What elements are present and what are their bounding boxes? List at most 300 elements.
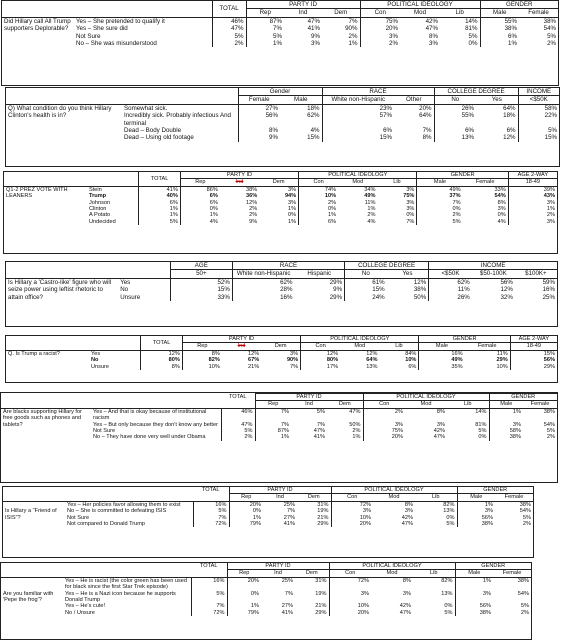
cell-value: 3% bbox=[362, 508, 371, 515]
cell-value: 0% bbox=[252, 508, 261, 515]
cell-value: 22% bbox=[544, 112, 558, 120]
col-male: Male bbox=[433, 179, 447, 186]
cell-value: 38% bbox=[517, 577, 529, 584]
cell-value: 8% bbox=[394, 134, 434, 141]
col-con: Con bbox=[379, 401, 390, 408]
cell-value: 10% bbox=[357, 603, 369, 610]
col-dem: Dem bbox=[297, 494, 331, 501]
cell-value: 72% bbox=[357, 577, 369, 584]
cell-value: 15% bbox=[280, 134, 322, 141]
row-label: Yes – She pretended to qualify it bbox=[74, 17, 212, 25]
col-rep: Rep bbox=[195, 179, 206, 186]
cell-value: 18% bbox=[476, 112, 518, 127]
party-id-header: PARTY ID bbox=[180, 172, 298, 179]
cell-value: 82% bbox=[208, 357, 220, 364]
cell-value: 42% bbox=[425, 17, 438, 25]
cell-value: 3% bbox=[311, 40, 320, 48]
cell-value: 3% bbox=[259, 186, 298, 193]
cell-value: 41% bbox=[139, 186, 181, 193]
col-lib: Lib bbox=[377, 179, 416, 186]
cell-value: 12% bbox=[141, 350, 183, 357]
cell-value: 54% bbox=[543, 25, 557, 33]
col-ind: Ind bbox=[276, 494, 284, 501]
cell-value: 12% bbox=[500, 286, 513, 294]
cell-value: 94% bbox=[259, 193, 298, 199]
col-male: Male bbox=[470, 494, 483, 501]
col-female: Female bbox=[465, 343, 511, 350]
cell-value: 5% bbox=[522, 514, 531, 521]
cell-value: 5% bbox=[440, 33, 480, 40]
row-label: Johnson bbox=[87, 200, 139, 206]
col-ind: Ind bbox=[235, 179, 244, 186]
cell-value: 0% bbox=[440, 40, 480, 47]
cell-value: 2% bbox=[327, 199, 337, 206]
cell-value: 25% bbox=[283, 501, 295, 508]
cell-value: 75% bbox=[385, 17, 398, 25]
cell-value: 1% bbox=[259, 206, 298, 212]
cell-value: 8% bbox=[269, 127, 278, 135]
cell-value: 16% bbox=[451, 350, 463, 357]
gender-header: GENDER bbox=[457, 487, 533, 494]
col-female: Female bbox=[528, 9, 549, 17]
cell-value: 49% bbox=[449, 186, 461, 193]
cell-value: 16% bbox=[193, 501, 229, 508]
question-text: Is Hillary a "Friend of ISIS"? bbox=[5, 508, 57, 521]
cell-value: 0% bbox=[447, 434, 489, 440]
cell-value: 81% bbox=[440, 25, 480, 32]
col-female: Female bbox=[463, 179, 509, 186]
cell-value: 47% bbox=[401, 521, 413, 528]
cell-value: 0% bbox=[463, 212, 509, 218]
row-label: Unsure bbox=[118, 294, 170, 301]
cell-value: 27% bbox=[283, 514, 295, 521]
cell-value: 13% bbox=[415, 508, 457, 514]
row-label: No – She is committed to defeating ISIS bbox=[65, 508, 193, 514]
cell-value: 2% bbox=[522, 521, 531, 528]
racist-table bbox=[5, 335, 558, 383]
party-id-header: PARTY ID bbox=[182, 336, 300, 343]
cell-value: 38% bbox=[479, 609, 491, 616]
question-text: Q. Is Trump a racist? bbox=[8, 350, 60, 357]
cell-value: 10% bbox=[208, 363, 220, 370]
col-ind: Ind bbox=[305, 401, 313, 408]
cell-value: 16% bbox=[542, 286, 555, 294]
cell-value: 0% bbox=[415, 515, 457, 521]
cell-value: 26% bbox=[457, 293, 470, 301]
race-header: RACE bbox=[232, 262, 344, 270]
cell-value: 43% bbox=[543, 193, 555, 200]
cell-value: 62% bbox=[280, 278, 293, 286]
col-50-100k: $50-100K bbox=[479, 270, 507, 278]
cell-value: 90% bbox=[322, 25, 360, 32]
cell-value: 6% bbox=[209, 199, 218, 206]
cell-value: 3% bbox=[389, 32, 398, 40]
gender-header: GENDER bbox=[417, 172, 508, 179]
cell-value: 56% bbox=[265, 112, 278, 120]
cell-value: 7% bbox=[191, 603, 227, 609]
cell-value: 3% bbox=[404, 508, 413, 515]
col-lt50k: <$50K bbox=[441, 270, 460, 278]
total-header: TOTAL bbox=[139, 172, 181, 186]
col-male: Male bbox=[493, 9, 507, 17]
cell-value: 14% bbox=[447, 408, 489, 421]
cell-value: 79% bbox=[249, 521, 261, 528]
cell-value: 36% bbox=[246, 193, 258, 200]
cell-value: 1% bbox=[273, 40, 282, 48]
cell-value: 3% bbox=[377, 200, 416, 206]
cell-value: 24% bbox=[372, 293, 385, 301]
cell-value: 20% bbox=[391, 434, 403, 441]
cell-value: 0% bbox=[259, 212, 298, 218]
col-rep: Rep bbox=[255, 401, 291, 408]
cell-value: 54% bbox=[463, 193, 509, 199]
cell-value: 87% bbox=[269, 17, 282, 25]
cell-value: 27% bbox=[265, 104, 278, 112]
cell-value: 2% bbox=[212, 40, 246, 47]
col-con: Con bbox=[313, 179, 324, 186]
row-label: Trump bbox=[87, 193, 139, 199]
cell-value: 41% bbox=[313, 434, 325, 441]
question-text: Are you familiar with 'Pepe the frog'? bbox=[3, 590, 54, 604]
total-header: TOTAL bbox=[212, 1, 246, 17]
cell-value: 3% bbox=[377, 186, 416, 193]
gender-header: GENDER bbox=[455, 563, 531, 570]
cell-value: 47% bbox=[327, 408, 363, 421]
col-rep: Rep bbox=[259, 9, 271, 17]
cell-value: 3% bbox=[259, 200, 298, 206]
cell-value: 29% bbox=[294, 278, 344, 286]
cell-value: 32% bbox=[500, 293, 513, 301]
col-male: Male bbox=[435, 343, 449, 350]
cell-value: 2% bbox=[452, 212, 461, 219]
col-18-49: 18-49 bbox=[525, 179, 540, 186]
cell-value: 3% bbox=[546, 218, 555, 225]
cell-value: 23% bbox=[379, 104, 393, 112]
cell-value: 25% bbox=[281, 577, 293, 584]
castro-grid bbox=[6, 262, 557, 301]
cell-value: 1% bbox=[327, 434, 363, 440]
col-dem: Dem bbox=[327, 401, 363, 408]
cell-value: 3% bbox=[429, 40, 438, 48]
income-header: INCOME bbox=[518, 88, 559, 96]
ideology-header: POLITICAL IDEOLOGY bbox=[331, 487, 457, 494]
income-header: INCOME bbox=[429, 262, 557, 270]
cell-value: 1% bbox=[280, 434, 289, 441]
row-label: Yes – She sure did bbox=[74, 25, 212, 32]
cell-value: 8% bbox=[404, 501, 413, 508]
cell-value: 6% bbox=[508, 32, 517, 40]
cell-value: 7% bbox=[316, 421, 325, 428]
cell-value: 86% bbox=[206, 186, 218, 193]
ideology-header: POLITICAL IDEOLOGY bbox=[360, 1, 480, 9]
cell-value: 47% bbox=[212, 25, 246, 32]
cell-value: 20% bbox=[385, 25, 398, 33]
cell-value: 90% bbox=[261, 357, 300, 363]
ideology-header: POLITICAL IDEOLOGY bbox=[329, 563, 455, 570]
row-label: Yes – Her policies favor allowing them to exist bbox=[65, 501, 193, 508]
deplorable-grid bbox=[2, 1, 558, 47]
party-id-header: PARTY ID bbox=[227, 563, 329, 570]
cell-value: 21% bbox=[295, 603, 329, 609]
cell-value: 3% bbox=[484, 508, 493, 515]
total-header: TOTAL bbox=[141, 336, 183, 350]
party-id-header: PARTY ID bbox=[229, 487, 331, 494]
ideology-header: POLITICAL IDEOLOGY bbox=[301, 336, 419, 343]
cell-value: 12% bbox=[246, 199, 258, 206]
cell-value: 7% bbox=[452, 199, 461, 206]
col-mod: Mod bbox=[420, 401, 432, 408]
cell-value: 6% bbox=[139, 200, 181, 206]
cell-value: 20% bbox=[394, 104, 434, 112]
cell-value: 28% bbox=[280, 286, 293, 294]
cell-value: 1% bbox=[512, 408, 521, 415]
cell-value: 47% bbox=[221, 422, 255, 428]
col-white: White non-Hispanic bbox=[331, 96, 386, 104]
col-ind: Ind bbox=[237, 343, 246, 350]
cell-value: 6% bbox=[379, 364, 418, 370]
college-header: COLLEGE DEGREE bbox=[345, 262, 429, 270]
col-18-49: 18-49 bbox=[526, 343, 542, 350]
cell-value: 6% bbox=[327, 218, 337, 225]
cell-value: 80% bbox=[326, 357, 339, 364]
cell-value: 82% bbox=[413, 577, 455, 590]
cell-value: 3% bbox=[546, 199, 555, 206]
cell-value: 3% bbox=[261, 350, 300, 357]
col-male: Male bbox=[280, 96, 322, 104]
cell-value: 8% bbox=[463, 200, 509, 206]
row-label: Yes – He is a Nazi icon because he supports Donald Trump bbox=[63, 591, 191, 604]
cell-value: 26% bbox=[461, 104, 475, 112]
cell-value: 34% bbox=[364, 186, 376, 193]
col-mod: Mod bbox=[386, 570, 398, 577]
cell-value: 42% bbox=[399, 603, 411, 610]
cell-value: 82% bbox=[415, 501, 457, 508]
cell-value: 2% bbox=[221, 434, 255, 440]
col-con: Con bbox=[345, 570, 356, 577]
cell-value: 55% bbox=[461, 112, 475, 120]
cell-value: 0% bbox=[377, 212, 416, 218]
cell-value: 57% bbox=[379, 112, 393, 120]
cell-value: 42% bbox=[433, 428, 445, 435]
gender-header: GENDER bbox=[489, 394, 557, 401]
row-label: No bbox=[89, 357, 141, 363]
cell-value: 5% bbox=[415, 521, 457, 527]
cell-value: 5% bbox=[273, 32, 282, 40]
cell-value: 15% bbox=[543, 350, 555, 357]
cell-value: 1% bbox=[209, 212, 218, 219]
cell-value: 5% bbox=[221, 428, 255, 434]
cell-value: 58% bbox=[544, 104, 558, 112]
row-label: No – She was misunderstood bbox=[74, 40, 212, 47]
cell-value: 16% bbox=[191, 577, 227, 590]
row-label: Yes – He is racist (the color green has been used for black since the first Star Trek episode) bbox=[63, 577, 191, 590]
castro-table bbox=[5, 261, 558, 327]
cell-value: 56% bbox=[481, 514, 493, 521]
cell-value: 6% bbox=[465, 127, 475, 135]
cell-value: 29% bbox=[543, 363, 555, 370]
cell-value: 2% bbox=[546, 212, 555, 219]
cell-value: 19% bbox=[295, 591, 329, 604]
age-header: AGE 2-WAY bbox=[510, 336, 557, 343]
cell-value: 3% bbox=[402, 590, 411, 597]
cell-value: 15% bbox=[379, 134, 393, 142]
blacks-goods-grid bbox=[1, 393, 557, 441]
cell-value: 5% bbox=[520, 603, 529, 610]
cell-value: 3% bbox=[482, 590, 491, 597]
cell-value: 2% bbox=[249, 206, 258, 213]
cell-value: 74% bbox=[324, 186, 337, 193]
row-label: Clinton bbox=[87, 206, 139, 212]
cell-value: 7% bbox=[394, 127, 434, 134]
cell-value: 41% bbox=[283, 521, 295, 528]
cell-value: 42% bbox=[401, 514, 413, 521]
row-label: No – They have done very well under Obama bbox=[91, 434, 221, 440]
cell-value: 75% bbox=[377, 193, 416, 199]
cell-value: 1% bbox=[482, 577, 491, 584]
cell-value: 11% bbox=[364, 199, 376, 206]
cell-value: 29% bbox=[465, 357, 511, 363]
cell-value: 5% bbox=[546, 428, 555, 435]
row-label: Yes bbox=[89, 350, 141, 357]
cell-value: 15% bbox=[544, 134, 558, 142]
row-label: Dead – Body Double bbox=[122, 127, 238, 134]
question-text: Q) What condition do you think Hillary Clinton's health is in? bbox=[8, 104, 112, 120]
cell-value: 2% bbox=[547, 40, 557, 48]
cell-value: 47% bbox=[307, 17, 320, 25]
cell-value: 49% bbox=[364, 193, 376, 200]
deplorable-table bbox=[1, 0, 559, 86]
col-mod: Mod bbox=[388, 494, 400, 501]
cell-value: 7% bbox=[280, 421, 289, 428]
cell-value: 1% bbox=[252, 514, 261, 521]
cell-value: 7% bbox=[284, 590, 293, 597]
cell-value: 52% bbox=[170, 278, 232, 286]
blacks-goods-table bbox=[0, 392, 558, 483]
cell-value: 0% bbox=[452, 206, 461, 213]
row-label: Unsure bbox=[89, 364, 141, 370]
cell-value: 47% bbox=[313, 428, 325, 435]
racist-grid bbox=[6, 336, 557, 370]
cell-value: 37% bbox=[449, 193, 461, 200]
question-text: Did Hillary call All Trump supporters Deplorable? bbox=[4, 17, 71, 33]
cell-value: 2% bbox=[327, 428, 363, 434]
cell-value: 29% bbox=[297, 521, 331, 527]
cell-value: 80% bbox=[141, 357, 183, 363]
cell-value: 10% bbox=[379, 357, 418, 363]
cell-value: 7% bbox=[193, 515, 229, 521]
cell-value: 5% bbox=[139, 219, 181, 225]
cell-value: 38% bbox=[481, 521, 493, 528]
cell-value: 61% bbox=[372, 278, 385, 286]
cell-value: 3% bbox=[512, 421, 521, 428]
cell-value: 56% bbox=[500, 278, 513, 286]
cell-value: 8% bbox=[429, 32, 438, 40]
cell-value: 1% bbox=[484, 501, 493, 508]
cell-value: 5% bbox=[191, 591, 227, 604]
cell-value: 5% bbox=[316, 408, 325, 415]
cell-value: 4% bbox=[209, 218, 218, 225]
cell-value: 81% bbox=[447, 422, 489, 428]
cell-value: 8% bbox=[436, 408, 445, 415]
row-label: Dead – Using old footage bbox=[122, 134, 238, 141]
cell-value: 84% bbox=[379, 350, 418, 357]
cell-value: 47% bbox=[425, 25, 438, 33]
cell-value: 38% bbox=[519, 501, 531, 508]
cell-value: 27% bbox=[281, 603, 293, 610]
cell-value: 20% bbox=[249, 501, 261, 508]
cell-value: 56% bbox=[543, 357, 555, 364]
question-text: Is Hillary a 'Castro-like' figure who will seize power using leftist rhetoric to attain office? bbox=[8, 278, 112, 301]
row-label: Yes – He's cute! bbox=[63, 603, 191, 609]
cell-value: 13% bbox=[461, 134, 475, 142]
cell-value: 50% bbox=[327, 422, 363, 428]
cell-value: 3% bbox=[394, 421, 403, 428]
cell-value: 41% bbox=[307, 25, 320, 33]
cell-value: 38% bbox=[543, 408, 555, 415]
cell-value: 25% bbox=[542, 293, 555, 301]
cell-value: 21% bbox=[248, 363, 260, 370]
cell-value: 7% bbox=[280, 408, 289, 415]
cell-value: 3% bbox=[377, 206, 416, 212]
cell-value: 8% bbox=[141, 364, 183, 370]
cell-value: 11% bbox=[465, 350, 511, 357]
ideology-header: POLITICAL IDEOLOGY bbox=[299, 172, 417, 179]
col-female: Female bbox=[504, 494, 524, 501]
cell-value: 2% bbox=[322, 33, 360, 40]
cell-value: 79% bbox=[247, 609, 259, 616]
cell-value: 7% bbox=[377, 219, 416, 225]
cell-value: 12% bbox=[326, 350, 339, 357]
cell-value: 54% bbox=[543, 421, 555, 428]
age-header: AGE 2-WAY bbox=[508, 172, 557, 179]
cell-value: 50% bbox=[387, 294, 429, 301]
cell-value: 5% bbox=[193, 508, 229, 514]
prez-vote-table bbox=[3, 171, 558, 254]
cell-value: 1% bbox=[322, 40, 360, 47]
cell-value: 21% bbox=[297, 515, 331, 521]
cell-value: 11% bbox=[457, 286, 470, 294]
cell-value: 38% bbox=[504, 25, 517, 33]
cell-value: 12% bbox=[248, 350, 260, 357]
college-header: COLLEGE DEGREE bbox=[434, 88, 518, 96]
row-label: Yes bbox=[118, 278, 170, 286]
col-rep: Rep bbox=[241, 494, 252, 501]
cell-value: 3% bbox=[436, 421, 445, 428]
cell-value: 9% bbox=[269, 134, 278, 142]
cell-value: 8% bbox=[402, 577, 411, 584]
col-ind: Ind bbox=[298, 9, 308, 17]
health-table bbox=[5, 87, 560, 167]
col-mod: Mod bbox=[354, 343, 366, 350]
col-dem: Dem bbox=[322, 9, 360, 17]
col-50plus: 50+ bbox=[170, 270, 232, 278]
col-dem: Dem bbox=[259, 179, 298, 186]
cell-value: 1% bbox=[139, 212, 181, 218]
cell-value: 4% bbox=[280, 127, 322, 134]
col-other: Other bbox=[394, 96, 434, 104]
cell-value: 9% bbox=[294, 286, 344, 293]
cell-value: 9% bbox=[249, 218, 258, 225]
gender-header: GENDER bbox=[419, 336, 510, 343]
party-id-header: PARTY ID bbox=[246, 1, 360, 9]
col-rep: Rep bbox=[197, 343, 208, 350]
cell-value: 12% bbox=[476, 134, 518, 141]
col-yes: Yes bbox=[387, 270, 429, 278]
cell-value: 5% bbox=[548, 127, 558, 135]
cell-value: 5% bbox=[413, 610, 455, 616]
cell-value: 10% bbox=[465, 364, 511, 370]
cell-value: 10% bbox=[359, 514, 371, 521]
